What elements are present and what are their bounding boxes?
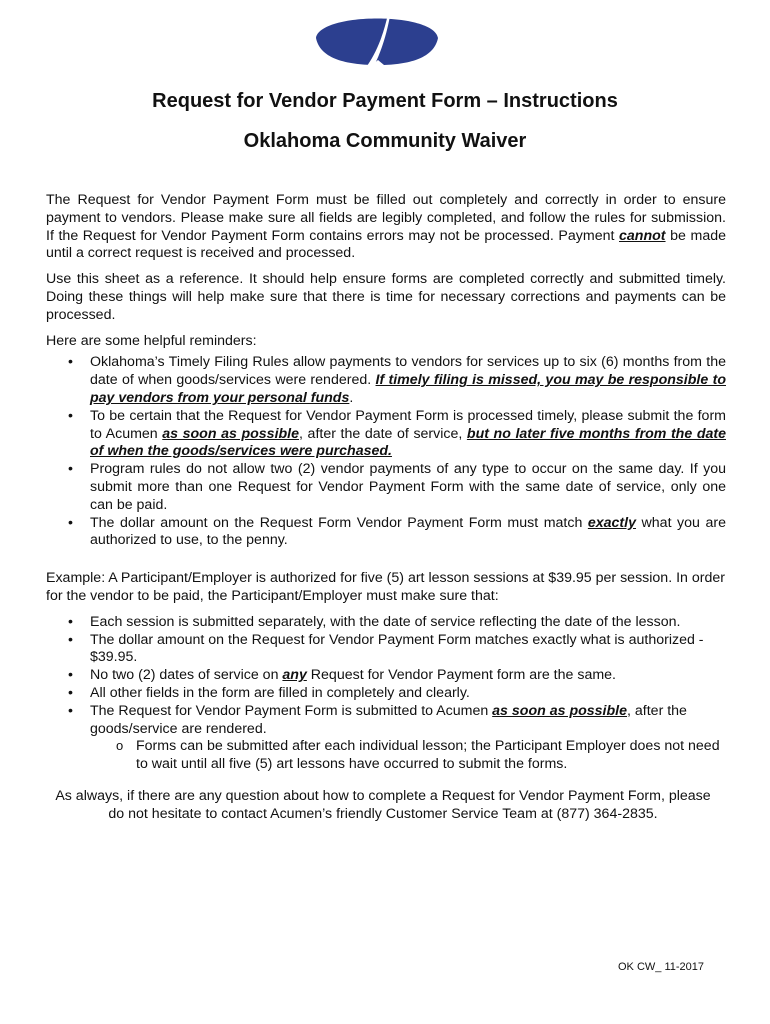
list-item: • Program rules do not allow two (2) vendor payments of any type to occur on the same day. If you submit more than one Request for Vendor Payment Form with the same date of service, only one can be paid. bbox=[90, 461, 726, 514]
example-list bbox=[46, 614, 726, 774]
list-item: o Forms can be submitted after each individual lesson; the Participant Employer does not need to wait until all five (5) art lessons have occurred to submit the forms. bbox=[136, 738, 726, 774]
instructions-body bbox=[46, 192, 726, 824]
page-title: Request for Vendor Payment Form – Instructions bbox=[152, 90, 618, 112]
list-item: • Each session is submitted separately, with the date of service reflecting the date of the lesson. bbox=[90, 614, 726, 632]
list-item: • Oklahoma’s Timely Filing Rules allow payments to vendors for services up to six (6) months from the date of when goods/services were rendered. If timely filing is missed, you may be responsible to pay vendors from your personal funds. bbox=[90, 354, 726, 407]
list-item: • All other fields in the form are filled in completely and clearly. bbox=[90, 685, 726, 703]
list-item: • The dollar amount on the Request for Vendor Payment Form matches exactly what is authorized - $39.95. bbox=[90, 632, 726, 668]
list-item: • To be certain that the Request for Vendor Payment Form is processed timely, please submit the form to Acumen as soon as possible, after the date of service, but no later five months from the date of when the goods/services were purchased. bbox=[90, 408, 726, 461]
form-code-footer: OK CW_ 11-2017 bbox=[618, 961, 705, 973]
closing-paragraph: As always, if there are any question about how to complete a Request for Vendor Payment Form, please do not hesitate to contact Acumen’s friendly Customer Service Team at (877) 364-2835. bbox=[55, 787, 711, 822]
reminders-list bbox=[46, 354, 726, 550]
list-item: • The Request for Vendor Payment Form is submitted to Acumen as soon as possible, after the goods/service are rendered. o Forms can be submitted after each individual lesson; the Participant Employer does not need to wait until all five (5) art lessons have occurred to submit the forms. bbox=[90, 703, 726, 774]
list-item: • The dollar amount on the Request Form Vendor Payment Form must match exactly what you are authorized to use, to the penny. bbox=[90, 515, 726, 551]
intro-paragraph: The Request for Vendor Payment Form must be filled out completely and correctly in order to ensure payment to vendors. Please make sure all fields are legibly completed, and follow the rules for submission. If the Request for Vendor Payment Form contains errors may not be processed. Payment cannot be made until a correct request is received and processed. bbox=[46, 192, 726, 262]
example-paragraph: Example: A Participant/Employer is authorized for five (5) art lesson sessions at $39.95 per session. In order for the vendor to be paid, the Participant/Employer must make sure that: bbox=[46, 570, 725, 604]
reference-paragraph: Use this sheet as a reference. It should help ensure forms are completed correctly and submitted timely. Doing these things will help make sure that there is time for necessary corrections and payments can be processed. bbox=[46, 271, 726, 323]
page-subtitle: Oklahoma Community Waiver bbox=[243, 130, 527, 152]
acumen-logo-icon bbox=[312, 8, 442, 66]
emphasis-cannot: cannot bbox=[619, 227, 666, 244]
example-sub-list bbox=[90, 738, 726, 774]
reminders-heading: Here are some helpful reminders: bbox=[46, 332, 257, 349]
list-item: • No two (2) dates of service on any Request for Vendor Payment form are the same. bbox=[90, 667, 726, 685]
